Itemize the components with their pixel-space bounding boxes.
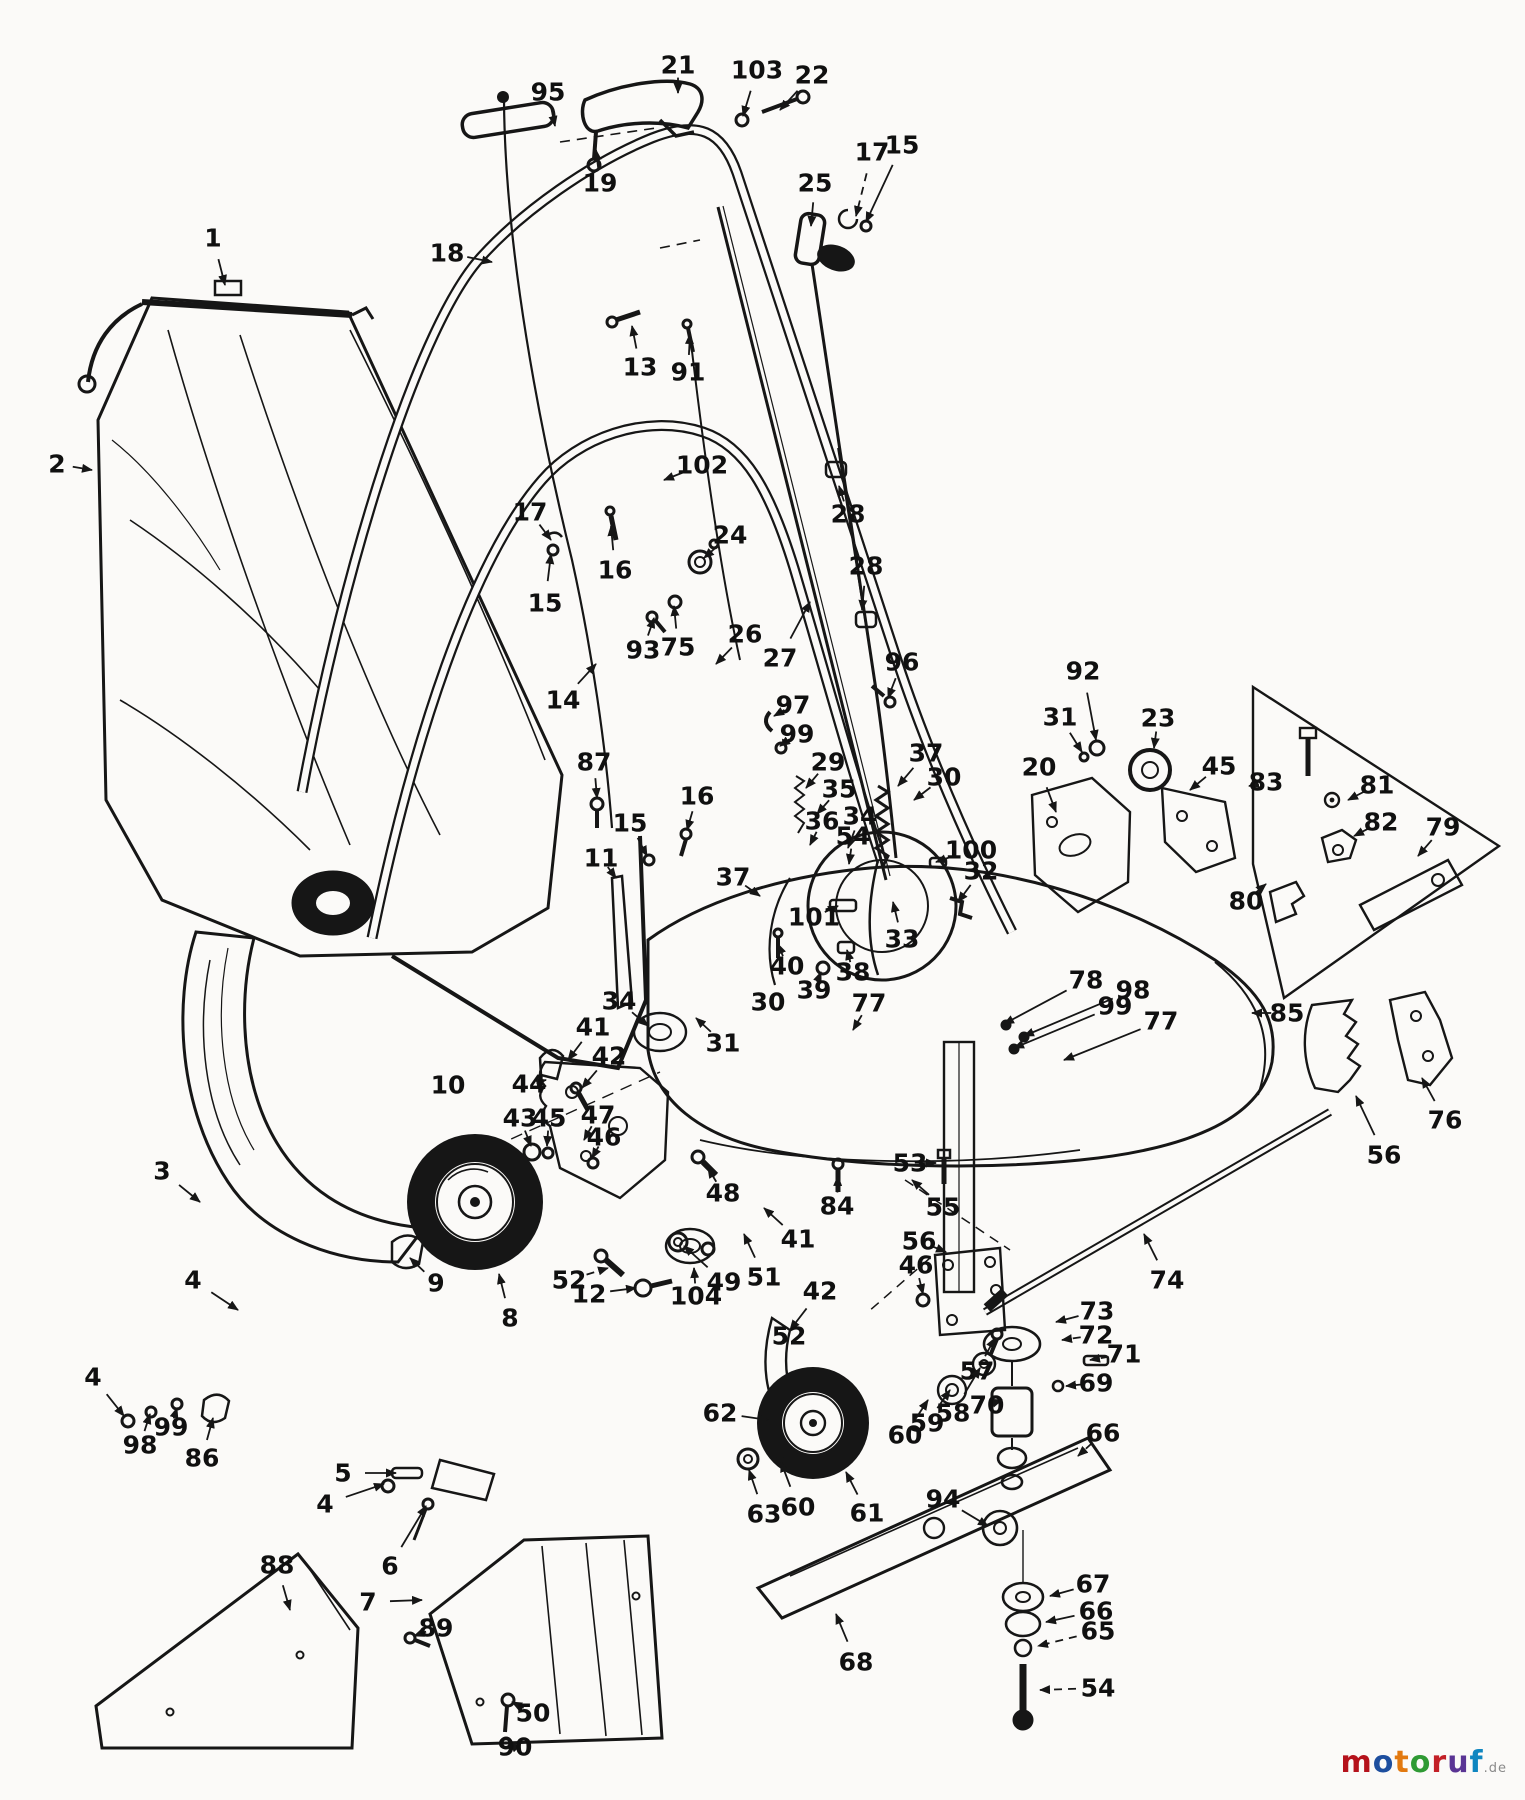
leader-line — [211, 1292, 238, 1310]
part-label: 56 — [1366, 1140, 1402, 1170]
part-label: 42 — [591, 1041, 627, 1071]
part-label: 8 — [501, 1303, 519, 1333]
discharge-chute — [183, 932, 424, 1262]
part-label: 19 — [582, 168, 618, 198]
part-label: 25 — [797, 168, 833, 198]
part-label: 31 — [705, 1028, 741, 1058]
leader-line — [893, 902, 898, 922]
leader-line — [1418, 840, 1432, 856]
motoruf-domain-suffix: .de — [1483, 1761, 1507, 1776]
part-label: 89 — [418, 1613, 454, 1643]
part-label: 46 — [586, 1122, 622, 1152]
part-label: 80 — [1228, 886, 1264, 916]
part-label: 35 — [821, 774, 857, 804]
part-label: 29 — [810, 747, 846, 777]
part-label: 100 — [944, 835, 998, 865]
part-label: 77 — [851, 988, 887, 1018]
inset-panel — [1253, 687, 1499, 998]
part-label: 99 — [1097, 991, 1133, 1021]
part-label: 95 — [530, 77, 566, 107]
part-label: 45 — [531, 1103, 567, 1133]
part-label: 54 — [835, 821, 871, 851]
leader-line — [107, 1394, 124, 1416]
leader-line — [1047, 787, 1056, 812]
leader-line — [888, 678, 896, 698]
part-label: 91 — [670, 357, 706, 387]
rear-wheel — [757, 1367, 869, 1479]
logo-letter: t — [1394, 1745, 1410, 1780]
part-label: 39 — [796, 975, 832, 1005]
part-label: 46 — [898, 1250, 934, 1280]
leader-line — [410, 1258, 424, 1272]
part-label: 37 — [715, 862, 751, 892]
part-label: 15 — [884, 130, 920, 160]
part-label: 15 — [527, 588, 563, 618]
part-label: 102 — [675, 450, 729, 480]
part-label: 55 — [925, 1192, 961, 1222]
leader-line — [1070, 733, 1082, 752]
part-label: 81 — [1359, 770, 1395, 800]
part-label: 37 — [908, 738, 944, 768]
part-label: 66 — [1085, 1418, 1121, 1448]
part-label: 65 — [1080, 1616, 1116, 1646]
part-label: 74 — [1149, 1265, 1185, 1295]
leader-line — [689, 334, 690, 355]
leader-line — [1056, 1316, 1079, 1322]
part-label: 14 — [545, 685, 581, 715]
part-label: 72 — [1078, 1320, 1114, 1350]
part-label: 75 — [660, 632, 696, 662]
part-label: 1 — [204, 223, 222, 253]
part-label: 78 — [1068, 965, 1104, 995]
part-label: 13 — [622, 352, 658, 382]
leader-line — [1040, 1689, 1076, 1690]
part-label: 96 — [884, 647, 920, 677]
leader-line — [499, 1274, 505, 1298]
leader-line — [401, 1506, 426, 1547]
leader-line — [595, 778, 597, 798]
part-label: 27 — [762, 643, 798, 673]
part-label: 76 — [1427, 1105, 1463, 1135]
leader-line — [547, 1131, 548, 1146]
part-label: 28 — [830, 499, 866, 529]
leader-line — [1014, 1014, 1095, 1048]
part-label: 2 — [48, 449, 66, 479]
part-label: 23 — [1140, 703, 1176, 733]
part-label: 53 — [892, 1148, 928, 1178]
part-label: 32 — [963, 856, 999, 886]
logo-letter: m — [1340, 1745, 1373, 1780]
part-label: 43 — [502, 1103, 538, 1133]
motoruf-wordmark — [1341, 1745, 1484, 1780]
part-label: 51 — [746, 1262, 782, 1292]
part-label: 20 — [1021, 752, 1057, 782]
leader-line — [919, 1278, 923, 1294]
part-label: 45 — [1201, 751, 1237, 781]
leader-line — [958, 885, 971, 902]
part-label: 94 — [925, 1484, 961, 1514]
part-label: 4 — [84, 1362, 102, 1392]
logo-letter: r — [1431, 1745, 1448, 1780]
leader-line — [866, 165, 893, 222]
part-label: 16 — [597, 555, 633, 585]
leader-line — [548, 554, 551, 581]
leader-line — [716, 648, 732, 665]
part-label: 93 — [625, 635, 661, 665]
leader-line — [610, 1288, 636, 1291]
leader-line — [744, 1234, 755, 1258]
leader-line — [1064, 1029, 1141, 1060]
part-label: 103 — [730, 55, 784, 85]
part-label: 30 — [750, 987, 786, 1017]
leader-line — [764, 1208, 783, 1225]
part-label: 58 — [935, 1398, 971, 1428]
leader-line — [632, 326, 636, 349]
leader-line — [836, 1614, 848, 1642]
part-label: 98 — [1115, 975, 1151, 1005]
part-label: 28 — [848, 551, 884, 581]
part-label: 60 — [780, 1492, 816, 1522]
part-label: 26 — [727, 619, 763, 649]
logo-letter: o — [1409, 1745, 1432, 1780]
leader-line — [1087, 693, 1096, 740]
part-label: 10 — [430, 1070, 466, 1100]
leader-line — [962, 1510, 988, 1526]
part-label: 83 — [1248, 767, 1284, 797]
part-label: 31 — [1042, 702, 1078, 732]
leader-line — [1038, 1636, 1077, 1646]
leader-line — [179, 1185, 200, 1202]
part-label: 47 — [580, 1100, 616, 1130]
part-label: 61 — [849, 1498, 885, 1528]
motoruf-logo — [1340, 1745, 1507, 1780]
leader-line — [283, 1585, 290, 1610]
part-label: 77 — [1143, 1006, 1179, 1036]
part-label: 17 — [512, 497, 548, 527]
part-label: 34 — [601, 986, 637, 1016]
part-label: 41 — [780, 1224, 816, 1254]
leader-line — [390, 1600, 422, 1601]
part-label: 82 — [1363, 807, 1399, 837]
part-label: 87 — [576, 747, 612, 777]
part-label: 68 — [838, 1647, 874, 1677]
part-label: 12 — [571, 1279, 607, 1309]
leader-line — [1046, 1616, 1075, 1622]
leader-line — [1050, 1589, 1074, 1596]
part-label: 98 — [122, 1430, 158, 1460]
leader-line — [749, 1470, 757, 1494]
part-label: 40 — [769, 951, 805, 981]
logo-letter: o — [1372, 1745, 1395, 1780]
part-label: 88 — [259, 1550, 295, 1580]
part-label: 101 — [787, 902, 841, 932]
part-label: 36 — [804, 806, 840, 836]
part-label: 57 — [959, 1356, 995, 1386]
mower-deck — [420, 747, 1452, 1428]
part-label: 16 — [679, 781, 715, 811]
part-label: 21 — [660, 50, 696, 80]
leader-line — [1356, 1096, 1375, 1135]
part-label: 17 — [854, 137, 890, 167]
part-label: 50 — [515, 1698, 551, 1728]
leader-line — [539, 525, 551, 540]
part-label: 79 — [1425, 812, 1461, 842]
part-label: 60 — [887, 1420, 923, 1450]
part-label: 49 — [706, 1267, 742, 1297]
part-label: 30 — [926, 762, 962, 792]
part-label: 99 — [153, 1412, 189, 1442]
part-label: 24 — [712, 520, 748, 550]
leader-line — [837, 1176, 838, 1193]
logo-letter: u — [1447, 1745, 1470, 1780]
part-label: 52 — [551, 1265, 587, 1295]
part-label: 33 — [884, 924, 920, 954]
part-label: 11 — [583, 843, 619, 873]
leader-line — [1144, 1234, 1157, 1260]
part-label: 62 — [702, 1398, 738, 1428]
leader-line — [582, 1070, 597, 1088]
part-label: 4 — [184, 1265, 202, 1295]
leader-line — [1154, 732, 1156, 749]
part-label: 42 — [802, 1276, 838, 1306]
leader-line — [687, 811, 693, 830]
part-label: 71 — [1106, 1339, 1142, 1369]
part-label: 3 — [153, 1156, 171, 1186]
part-label: 44 — [511, 1069, 547, 1099]
deflector-plates — [96, 1536, 662, 1748]
part-label: 38 — [835, 957, 871, 987]
part-label: 86 — [184, 1443, 220, 1473]
leader-line — [1004, 990, 1067, 1024]
part-label: 54 — [1080, 1673, 1116, 1703]
leader-line — [811, 202, 813, 226]
part-label: 69 — [1078, 1368, 1114, 1398]
part-label: 22 — [794, 60, 830, 90]
leader-line — [568, 1042, 582, 1060]
leader-line — [846, 1472, 858, 1495]
part-label: 97 — [775, 690, 811, 720]
leader-line — [856, 173, 867, 216]
part-label: 104 — [669, 1281, 723, 1311]
part-label: 73 — [1079, 1296, 1115, 1326]
leader-line — [587, 1268, 608, 1275]
part-label: 15 — [612, 808, 648, 838]
leader-line — [849, 849, 851, 864]
part-label: 6 — [381, 1551, 399, 1581]
part-label: 4 — [316, 1489, 334, 1519]
part-label: 66 — [1078, 1596, 1114, 1626]
handle-assembly — [302, 81, 1012, 1008]
part-label: 34 — [842, 801, 878, 831]
logo-letter: f — [1469, 1745, 1484, 1780]
part-label: 59 — [909, 1408, 945, 1438]
part-label: 48 — [705, 1178, 741, 1208]
grass-bag — [79, 281, 646, 1068]
part-label: 92 — [1065, 656, 1101, 686]
part-label: 7 — [359, 1587, 377, 1617]
part-label: 63 — [746, 1499, 782, 1529]
part-label: 84 — [819, 1191, 855, 1221]
part-label: 56 — [901, 1226, 937, 1256]
part-label: 70 — [969, 1390, 1005, 1420]
leader-line — [743, 91, 751, 116]
part-label: 9 — [427, 1268, 445, 1298]
part-label: 5 — [334, 1458, 352, 1488]
part-label: 52 — [771, 1321, 807, 1351]
part-label: 99 — [779, 719, 815, 749]
blade-assembly — [758, 1438, 1110, 1729]
leader-line — [73, 467, 92, 470]
leader-line — [898, 768, 913, 786]
part-label: 85 — [1269, 998, 1305, 1028]
part-label: 90 — [497, 1732, 533, 1762]
part-label: 41 — [575, 1012, 611, 1042]
part-label: 67 — [1075, 1569, 1111, 1599]
part-label: 18 — [429, 238, 465, 268]
front-wheel — [407, 1134, 543, 1270]
